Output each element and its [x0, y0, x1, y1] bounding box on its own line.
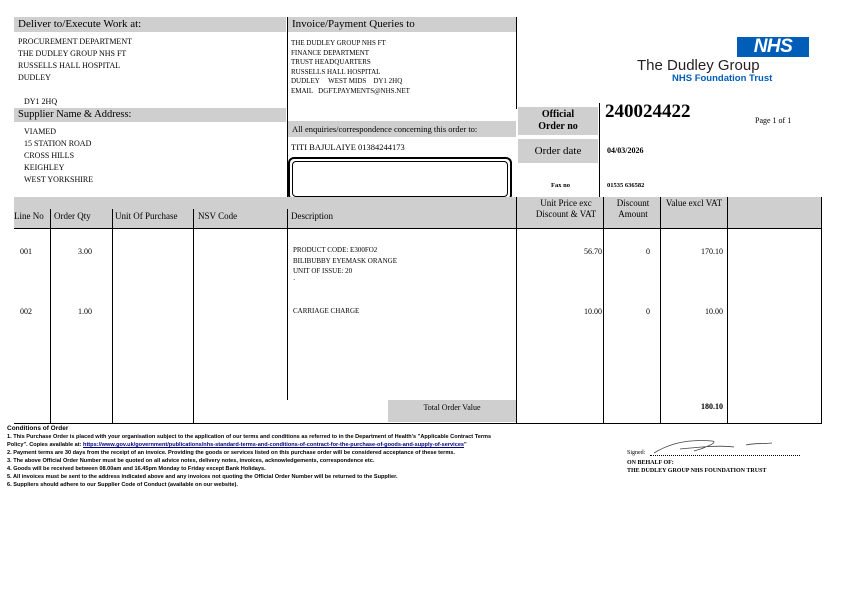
invoice-line: THE DUDLEY GROUP NHS FT: [291, 39, 386, 47]
deliver-heading: Deliver to/Execute Work at:: [14, 17, 286, 32]
row-value: 170.10: [701, 247, 723, 256]
table-row: [14, 245, 822, 295]
condition-5: 5. All invoices must be sent to the address indicated above and any invoices not quoting the Official Order Number will be returned to the Supplier.: [7, 474, 398, 480]
supplier-address: [24, 126, 93, 186]
table-row: [14, 305, 822, 325]
row-unit-price: 10.00: [584, 307, 602, 316]
row-description: [293, 245, 397, 287]
condition-1-cont: [7, 441, 491, 449]
supplier-line: CROSS HILLS: [24, 151, 75, 160]
fax-number: 01535 636582: [607, 182, 645, 189]
row-qty: 3.00: [78, 247, 92, 256]
page-number: Page 1 of 1: [755, 116, 792, 125]
supplier-line: WEST YORKSHIRE: [24, 175, 94, 184]
row-desc-line: `: [293, 277, 296, 286]
col-unit-price-line: Discount & VAT: [535, 209, 597, 219]
row-qty: 1.00: [78, 307, 92, 316]
col-discount: [604, 198, 662, 220]
invoice-address: [291, 39, 410, 96]
conditions-heading: Conditions of Order: [7, 425, 69, 432]
invoice-line: RUSSELLS HALL HOSPITAL: [291, 67, 381, 76]
enquiries-contact: TITI BAJULAIYE 01384244173: [291, 142, 405, 152]
order-number-label: [518, 107, 598, 135]
order-number: 240024422: [605, 101, 691, 122]
row-description: [293, 306, 359, 317]
row-discount: 0: [646, 307, 650, 316]
row-desc-line: CARRIAGE CHARGE: [293, 307, 360, 315]
total-label: Total Order Value: [388, 400, 516, 422]
condition-4: 4. Goods will be received between 08.00am and 16.45pm Monday to Friday except Bank Holidays.: [7, 466, 266, 472]
col-unit-price: [518, 198, 614, 220]
row-desc-line: BILIBUBBY EYEMASK ORANGE: [293, 256, 397, 265]
order-date: 04/03/2026: [607, 146, 644, 155]
nhs-logo: NHS: [737, 37, 809, 57]
invoice-line: DUDLEY WEST MIDS DY1 2HQ: [291, 77, 403, 85]
supplier-line: VIAMED: [24, 127, 56, 136]
condition-3: 3. The above Official Order Number must be quoted on all advice notes, delivery notes, invoices, acknowledgements, correspondence etc.: [7, 458, 375, 464]
col-discount-line: Amount: [618, 209, 648, 219]
behalf-org: THE DUDLEY GROUP NHS FOUNDATION TRUST: [627, 468, 767, 474]
deliver-line: PROCUREMENT DEPARTMENT: [18, 37, 132, 46]
col-unit-price-line: Unit Price exc: [540, 198, 592, 208]
supplier-line: KEIGHLEY: [24, 163, 65, 172]
trust-subtitle: NHS Foundation Trust: [672, 73, 773, 84]
order-label-line: Official: [541, 109, 575, 120]
row-discount: 0: [646, 247, 650, 256]
row-line-no: 001: [20, 247, 32, 256]
deliver-line: RUSSELLS HALL HOSPITAL: [18, 61, 121, 70]
row-desc-line: UNIT OF ISSUE: 20: [293, 267, 353, 275]
invoice-line: TRUST HEADQUARTERS: [291, 58, 371, 66]
col-description: Description: [291, 211, 333, 221]
enquiries-heading: All enquiries/correspondence concerning this order to:: [288, 121, 516, 137]
invoice-line: FINANCE DEPARTMENT: [291, 48, 370, 57]
deliver-postcode: DY1 2HQ: [24, 97, 58, 106]
row-line-no: 002: [20, 307, 32, 316]
col-nsv-code: NSV Code: [198, 211, 238, 221]
behalf-label: ON BEHALF OF:: [627, 460, 674, 466]
supplier-line: 15 STATION ROAD: [24, 139, 92, 148]
total-value: 180.10: [701, 402, 723, 411]
terms-link[interactable]: https://www.gov.uk/government/publications/nhs-standard-terms-and-conditions-of-contract-for-the-purchase-of-goods-and-supply-of-services: [83, 442, 465, 448]
condition-2: 2. Payment terms are 30 days from the receipt of an invoice. Providing the goods or services listed on this purchase order will be considered acceptance of these terms.: [7, 450, 455, 456]
fax-label: Fax no: [551, 182, 570, 189]
condition-6: 6. Suppliers should adhere to our Supplier Code of Conduct (available on our website).: [7, 482, 238, 488]
condition-1-suffix: ": [464, 442, 467, 448]
col-discount-line: Discount: [616, 198, 650, 208]
row-desc-line: PRODUCT CODE: E300FO2: [293, 246, 378, 254]
conditions: [7, 425, 491, 489]
deliver-address: [18, 36, 132, 84]
order-date-label: Order date: [518, 139, 598, 163]
col-unit-of-purchase: Unit Of Purchase: [115, 211, 178, 221]
col-order-qty: Order Qty: [54, 211, 91, 221]
trust-name: The Dudley Group: [637, 57, 760, 74]
supplier-heading: Supplier Name & Address:: [14, 108, 286, 122]
deliver-line: THE DUDLEY GROUP NHS FT: [18, 49, 127, 58]
row-value: 10.00: [705, 307, 723, 316]
col-value: Value excl VAT: [665, 198, 723, 208]
signature-image: [650, 435, 790, 457]
notes-box: [288, 157, 512, 201]
condition-1-prefix: Policy". Copies available at:: [7, 442, 84, 448]
condition-1: 1. This Purchase Order is placed with your organisation subject to the application of our terms and conditions as referred to in the Department of Health's "Applicable Contract Terms: [7, 434, 492, 440]
row-unit-price: 56.70: [584, 247, 602, 256]
invoice-line: EMAIL DGFT.PAYMENTS@NHS.NET: [291, 86, 410, 95]
deliver-line: DUDLEY: [18, 73, 51, 82]
signed-label: Signed:: [627, 450, 646, 456]
col-line-no: Line No: [14, 211, 44, 221]
invoice-heading: Invoice/Payment Queries to: [288, 17, 516, 32]
order-label-line: Order no: [538, 121, 578, 132]
